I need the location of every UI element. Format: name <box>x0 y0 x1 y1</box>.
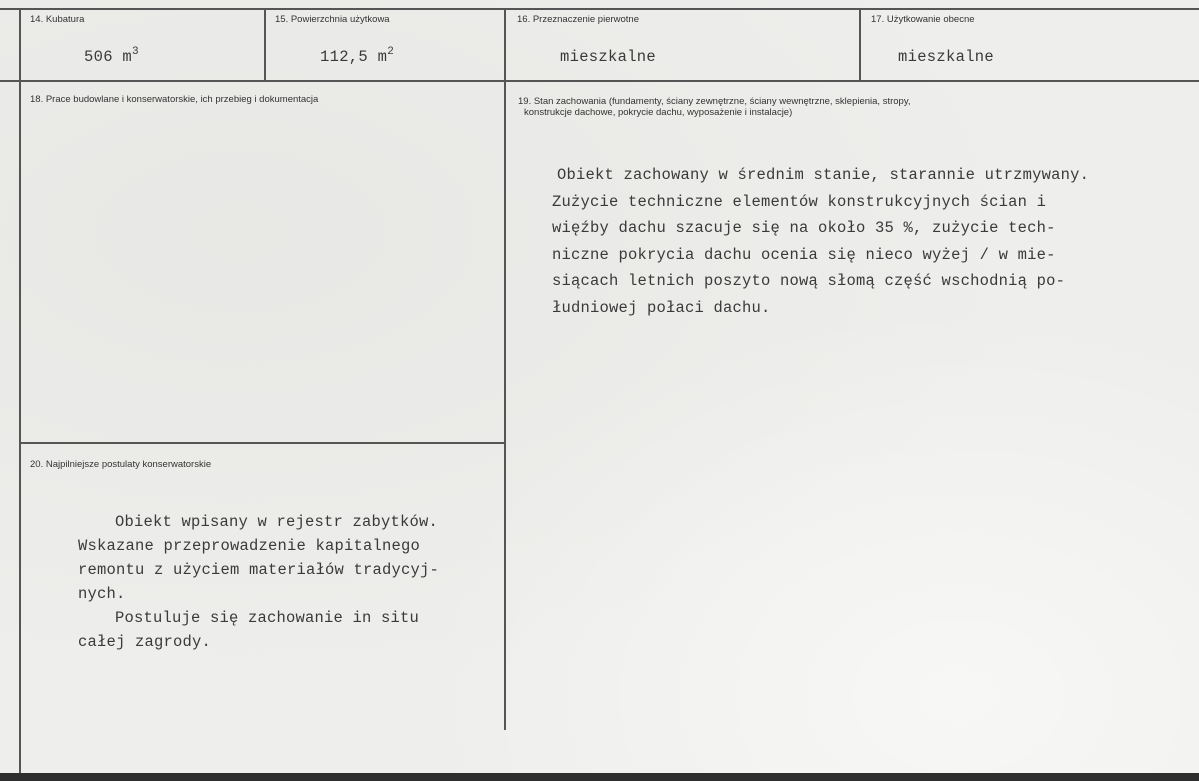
field-19-text-line: Obiekt zachowany w średnim stanie, starannie utrzmywany. <box>557 166 1090 184</box>
field-15-value <box>320 48 394 66</box>
field-20-text-line: Obiekt wpisany w rejestr zabytków. <box>115 513 439 531</box>
left-border-line <box>19 8 21 773</box>
field-19-text <box>552 162 1090 321</box>
field-15-unit-exponent: 2 <box>387 46 395 58</box>
field-15-value-text: 112,5 m <box>320 48 388 66</box>
field-14-unit-exponent: 3 <box>132 46 139 58</box>
field-20-text <box>78 510 439 654</box>
field-20-label: 20. Najpilniejsze postulaty konserwatorskie <box>30 459 212 470</box>
field-20-text-line: całej zagrody. <box>78 633 212 651</box>
field-14-value-text: 506 m <box>84 48 133 66</box>
top-border-line <box>0 8 1199 10</box>
divider-16-17 <box>859 8 861 82</box>
field-20-text-line: nych. <box>78 585 126 603</box>
field-15-label: 15. Powierzchnia użytkowa <box>275 14 390 25</box>
field-19-text-line: niczne pokrycia dachu ocenia się nieco wyżej / w mie- <box>552 245 1056 264</box>
field-20-text-line: Wskazane przeprowadzenie kapitalnego <box>78 537 421 555</box>
field-14-label: 14. Kubatura <box>30 14 85 25</box>
field-16-label: 16. Przeznaczenie pierwotne <box>517 14 639 25</box>
field-19-text-line: więźby dachu szacuje się na około 35 %, zużycie tech- <box>552 219 1056 237</box>
divider-main-column <box>504 8 506 730</box>
field-20-text-line: Postuluje się zachowanie in situ <box>115 609 420 627</box>
field-17-label: 17. Użytkowanie obecne <box>871 14 975 25</box>
divider-14-15 <box>264 8 266 82</box>
field-19-label-line: 19. Stan zachowania (fundamenty, ściany zewnętrzne, ściany wewnętrzne, sklepienia, stropy, <box>518 96 911 107</box>
field-18-label: 18. Prace budowlane i konserwatorskie, ich przebieg i dokumentacja <box>30 94 319 105</box>
field-19-text-line: Zużycie techniczne elementów konstrukcyjnych ścian i <box>552 192 1047 211</box>
header-row-bottom-line <box>0 80 1199 82</box>
scan-bottom-edge <box>0 773 1199 781</box>
field-19-label-line: konstrukcje dachowe, pokrycie dachu, wyposażenie i instalacje) <box>524 107 793 118</box>
field-16-value: mieszkalne <box>560 48 657 66</box>
field-14-value <box>84 48 139 66</box>
field-19-text-line: łudniowej połaci dachu. <box>552 298 771 317</box>
field-20-text-line: remontu z użyciem materiałów tradycyj- <box>78 561 440 579</box>
field-19-label <box>518 96 911 118</box>
field-19-text-line: siącach letnich poszyto nową słomą część wschodnią po- <box>552 272 1066 290</box>
field-17-value: mieszkalne <box>898 48 995 66</box>
section-18-20-separator <box>19 442 505 444</box>
